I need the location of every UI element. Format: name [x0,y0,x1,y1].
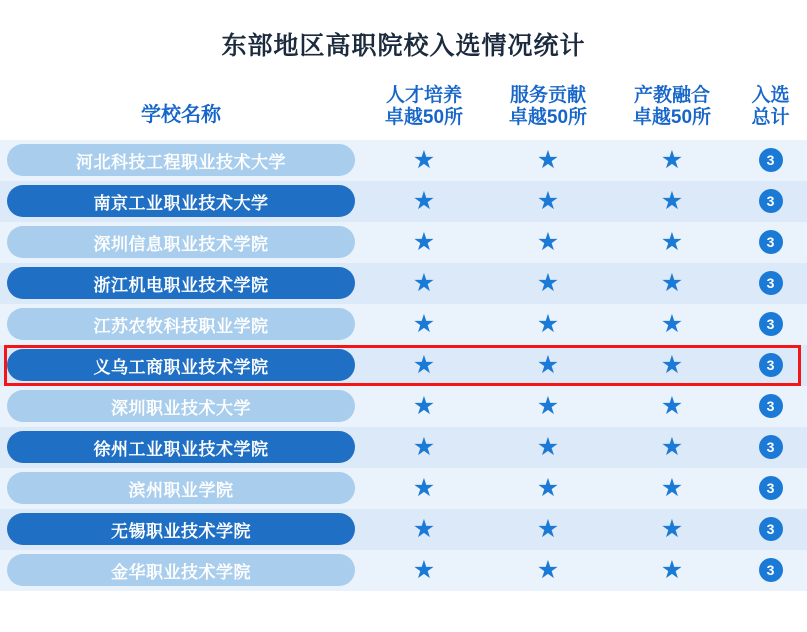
total-badge: 3 [759,271,783,295]
star-icon: ★ [536,227,560,256]
total-badge: 3 [759,394,783,418]
star-icon: ★ [536,145,560,174]
column-header-service-contribution [486,84,610,140]
school-name-cell [0,181,362,222]
school-name-cell [0,509,362,550]
star-icon: ★ [536,514,560,543]
star-icon: ★ [412,309,436,338]
total-cell [734,181,807,222]
star-icon: ★ [412,268,436,297]
total-badge: 3 [759,189,783,213]
school-name-pill: 河北科技工程职业技术大学 [7,144,355,176]
school-name-pill: 南京工业职业技术大学 [7,185,355,217]
star-cell-2 [486,386,610,427]
star-icon: ★ [412,555,436,584]
total-cell [734,263,807,304]
star-cell-2 [486,427,610,468]
star-icon: ★ [536,391,560,420]
school-name-pill: 深圳职业技术大学 [7,390,355,422]
total-badge: 3 [759,312,783,336]
school-name-cell [0,140,362,181]
total-cell [734,222,807,263]
header-row [0,84,807,140]
star-cell-2 [486,304,610,345]
star-icon: ★ [660,186,684,215]
school-name-pill: 义乌工商职业技术学院 [7,349,355,381]
column-header-industry-education-integration-line2: 卓越50所 [632,107,712,129]
table-header [0,84,807,140]
school-name-pill: 滨州职业学院 [7,472,355,504]
table-row[interactable] [0,427,807,468]
table-row[interactable] [0,509,807,550]
star-icon: ★ [536,350,560,379]
table-row[interactable] [0,222,807,263]
star-cell-3 [610,427,734,468]
star-cell-2 [486,140,610,181]
total-cell [734,427,807,468]
star-cell-3 [610,304,734,345]
table-body [0,140,807,591]
total-cell [734,468,807,509]
star-cell-2 [486,222,610,263]
total-cell [734,509,807,550]
star-cell-2 [486,181,610,222]
column-header-service-contribution-line1: 服务贡献 [509,85,586,106]
school-name-cell [0,427,362,468]
star-cell-3 [610,550,734,591]
star-cell-2 [486,263,610,304]
star-icon: ★ [660,432,684,461]
table-row[interactable] [0,468,807,509]
column-header-total-line1: 入选 [751,85,790,106]
star-cell-1 [362,427,486,468]
star-icon: ★ [660,268,684,297]
school-name-pill: 浙江机电职业技术学院 [7,267,355,299]
star-cell-3 [610,140,734,181]
total-cell [734,550,807,591]
star-icon: ★ [660,555,684,584]
star-cell-1 [362,181,486,222]
star-cell-2 [486,345,610,386]
star-cell-3 [610,222,734,263]
star-icon: ★ [660,227,684,256]
star-cell-3 [610,181,734,222]
stats-table [0,84,807,591]
star-icon: ★ [536,268,560,297]
total-cell [734,140,807,181]
total-badge: 3 [759,353,783,377]
school-name-pill: 徐州工业职业技术学院 [7,431,355,463]
table-wrapper [0,84,807,591]
total-badge: 3 [759,148,783,172]
column-header-industry-education-integration [610,84,734,140]
star-cell-1 [362,222,486,263]
star-icon: ★ [660,514,684,543]
star-icon: ★ [536,186,560,215]
school-name-cell [0,345,362,386]
star-cell-1 [362,550,486,591]
total-cell [734,345,807,386]
page-title: 东部地区高职院校入选情况统计 [221,32,586,60]
column-header-school-name: 学校名称 [141,104,221,127]
star-cell-2 [486,468,610,509]
star-icon: ★ [412,391,436,420]
star-cell-3 [610,345,734,386]
total-badge: 3 [759,230,783,254]
star-icon: ★ [660,309,684,338]
table-row[interactable] [0,263,807,304]
star-cell-1 [362,386,486,427]
total-cell [734,386,807,427]
school-name-cell [0,304,362,345]
star-icon: ★ [412,350,436,379]
school-name-cell [0,222,362,263]
star-icon: ★ [412,514,436,543]
table-row[interactable] [0,304,807,345]
table-row[interactable] [0,140,807,181]
school-name-pill: 江苏农牧科技职业学院 [7,308,355,340]
star-icon: ★ [412,227,436,256]
star-cell-1 [362,140,486,181]
total-badge: 3 [759,476,783,500]
star-cell-2 [486,509,610,550]
column-header-total-line2: 总计 [751,107,790,129]
school-name-cell [0,386,362,427]
school-name-pill: 深圳信息职业技术学院 [7,226,355,258]
star-cell-1 [362,468,486,509]
star-icon: ★ [660,473,684,502]
star-icon: ★ [412,432,436,461]
star-icon: ★ [536,309,560,338]
table-row[interactable] [0,550,807,591]
star-icon: ★ [660,350,684,379]
star-icon: ★ [536,555,560,584]
table-row[interactable] [0,386,807,427]
total-badge: 3 [759,435,783,459]
column-header-total [734,84,807,140]
table-row[interactable] [0,345,807,386]
total-badge: 3 [759,558,783,582]
school-name-cell [0,468,362,509]
school-name-cell [0,263,362,304]
school-name-pill: 无锡职业技术学院 [7,513,355,545]
star-icon: ★ [536,432,560,461]
column-header-industry-education-integration-line1: 产教融合 [633,85,710,106]
star-cell-1 [362,263,486,304]
star-cell-3 [610,386,734,427]
star-icon: ★ [660,145,684,174]
star-icon: ★ [660,391,684,420]
star-cell-1 [362,345,486,386]
star-cell-3 [610,468,734,509]
column-header-talent-cultivation-line1: 人才培养 [385,85,462,106]
school-name-pill: 金华职业技术学院 [7,554,355,586]
star-cell-3 [610,509,734,550]
star-icon: ★ [412,186,436,215]
star-cell-1 [362,509,486,550]
total-badge: 3 [759,517,783,541]
star-icon: ★ [412,145,436,174]
star-cell-1 [362,304,486,345]
school-name-cell [0,550,362,591]
table-row[interactable] [0,181,807,222]
star-cell-2 [486,550,610,591]
star-icon: ★ [536,473,560,502]
star-icon: ★ [412,473,436,502]
star-cell-3 [610,263,734,304]
total-cell [734,304,807,345]
column-header-service-contribution-line2: 卓越50所 [508,107,588,129]
column-header-talent-cultivation [362,84,486,140]
column-header-talent-cultivation-line2: 卓越50所 [384,107,464,129]
